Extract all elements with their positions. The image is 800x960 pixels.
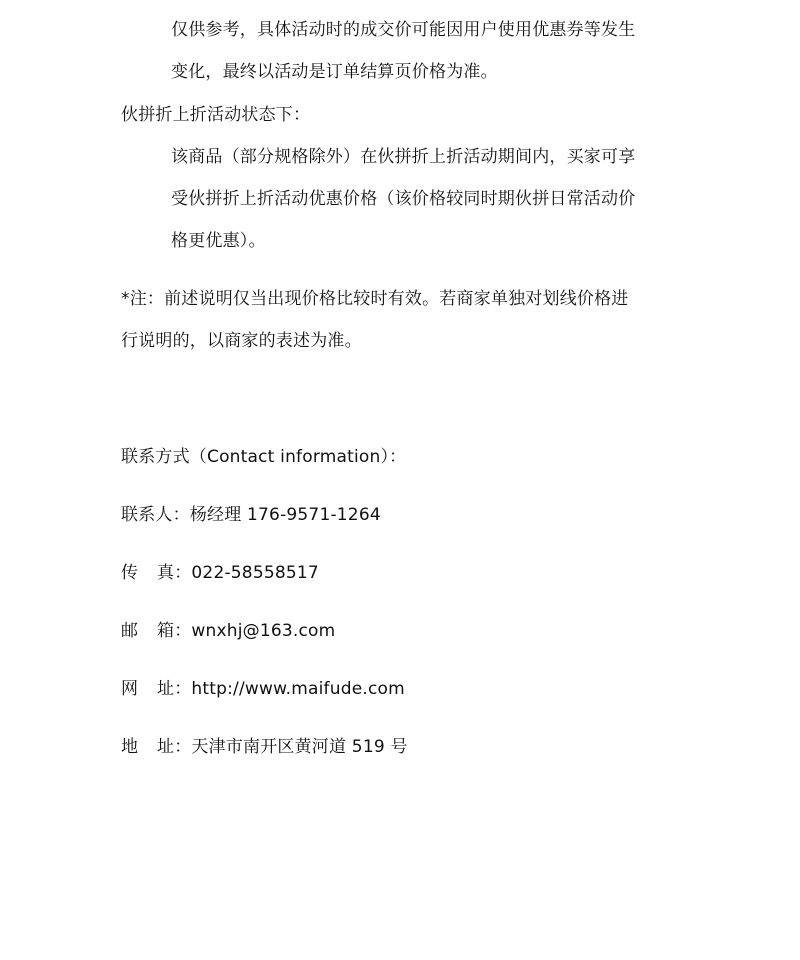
contact-website-link[interactable]: http://www.maifude.com <box>191 679 405 699</box>
contact-person-row <box>121 503 381 527</box>
contact-fax-label-suffix: 真： <box>157 563 192 583</box>
contact-email-label-suffix: 箱： <box>157 621 192 641</box>
paragraph-line: 该商品（部分规格除外）在伙拼折上折活动期间内，买家可享 <box>171 147 636 167</box>
contact-address-label-suffix: 址： <box>157 737 192 757</box>
contact-email-row <box>121 619 335 643</box>
footnote-line: 行说明的，以商家的表述为准。 <box>121 331 362 351</box>
paragraph-line: 变化，最终以活动是订单结算页价格为准。 <box>171 62 498 82</box>
contact-email-value[interactable]: wnxhj@163.com <box>191 621 336 641</box>
contact-fax-label: 传 <box>121 563 157 583</box>
footnote-line: *注：前述说明仅当出现价格比较时有效。若商家单独对划线价格进 <box>121 289 629 309</box>
paragraph-line: 格更优惠）。 <box>171 231 266 251</box>
paragraph-line: 仅供参考，具体活动时的成交价可能因用户使用优惠券等发生 <box>171 20 636 40</box>
contact-title: 联系方式（Contact information）： <box>121 447 407 467</box>
contact-website-label: 网 <box>121 679 157 699</box>
contact-person-label: 联系人： <box>121 505 190 525</box>
contact-website-label-suffix: 址： <box>157 679 192 699</box>
contact-address-label: 地 <box>121 737 157 757</box>
contact-person-value: 杨经理 176-9571-1264 <box>189 505 381 525</box>
contact-fax-row <box>121 561 319 585</box>
paragraph-line: 受伙拼折上折活动优惠价格（该价格较同时期伙拼日常活动价 <box>171 189 636 209</box>
contact-address-value: 天津市南开区黄河道 519 号 <box>191 737 408 757</box>
contact-email-label: 邮 <box>121 621 157 641</box>
contact-address-row <box>121 735 408 759</box>
contact-fax-value: 022-58558517 <box>191 563 319 583</box>
section-heading: 伙拼折上折活动状态下： <box>121 105 311 125</box>
contact-website-row <box>121 677 405 701</box>
